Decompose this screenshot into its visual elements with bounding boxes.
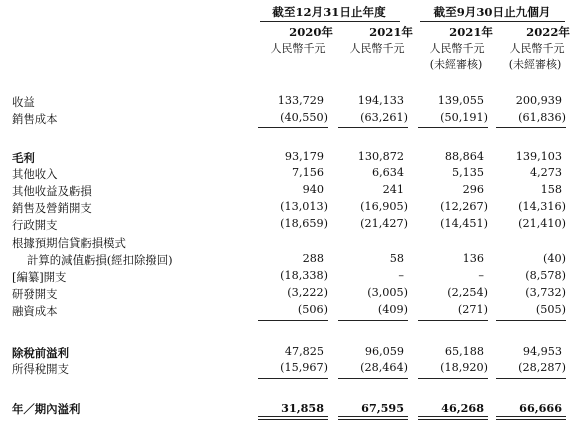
- cell-listing-9m2022: (8,578): [525, 269, 566, 282]
- row-label-finance-costs: 融資成本: [12, 304, 58, 318]
- row-label-listing-expenses: [編纂]開支: [12, 270, 67, 284]
- cell-cost-of-sales-9m2022: (61,836): [518, 111, 566, 124]
- cell-gross-profit-2021: 130,872: [357, 150, 404, 163]
- column-note-3: (未經審核): [429, 58, 483, 71]
- cell-finance-9m2021: (271): [457, 303, 488, 316]
- subtotal-rule: [338, 320, 408, 321]
- cell-finance-2020: (506): [297, 303, 328, 316]
- cell-ecl-9m2021: 136: [462, 252, 484, 265]
- total-double-rule: [496, 416, 566, 420]
- cell-ecl-2021: 58: [389, 252, 404, 265]
- cell-selling-9m2021: (12,267): [440, 200, 488, 213]
- row-label-other-gains-losses: 其他收益及虧損: [12, 184, 92, 198]
- cell-rd-9m2022: (3,732): [525, 286, 566, 299]
- column-unit-4: 人民幣千元: [509, 42, 565, 55]
- cell-other-income-2020: 7,156: [291, 166, 324, 179]
- row-label-gross-profit: 毛利: [12, 151, 35, 165]
- cell-other-income-9m2021: 5,135: [451, 166, 484, 179]
- row-label-income-tax: 所得稅開支: [12, 362, 69, 376]
- cell-revenue-2021: 194,133: [357, 94, 404, 107]
- cell-profit-9m2021: 46,268: [441, 401, 484, 415]
- subtotal-rule: [418, 378, 488, 379]
- cell-profit-9m2022: 66,666: [519, 401, 562, 415]
- cell-other-gains-2021: 241: [382, 183, 404, 196]
- row-label-admin-expenses: 行政開支: [12, 218, 58, 232]
- subtotal-rule: [338, 378, 408, 379]
- cell-other-income-2021: 6,634: [371, 166, 404, 179]
- period-header-annual-rule: [260, 21, 400, 22]
- subtotal-rule: [338, 127, 408, 128]
- column-year-1: 2020年: [289, 25, 333, 39]
- column-note-4: (未經審核): [508, 58, 562, 71]
- cell-other-income-9m2022: 4,273: [529, 166, 562, 179]
- cell-pbt-9m2021: 65,188: [444, 345, 484, 358]
- row-label-rd-expenses: 研發開支: [12, 287, 58, 301]
- cell-revenue-9m2021: 139,055: [437, 94, 484, 107]
- cell-cost-of-sales-2020: (40,550): [280, 111, 328, 124]
- cell-admin-9m2022: (21,410): [518, 217, 566, 230]
- cell-profit-2021: 67,595: [361, 401, 404, 415]
- cell-gross-profit-9m2022: 139,103: [515, 150, 562, 163]
- row-label-profit-for-period: 年／期內溢利: [12, 402, 81, 416]
- subtotal-rule: [258, 127, 328, 128]
- cell-selling-2021: (16,905): [360, 200, 408, 213]
- total-double-rule: [338, 416, 408, 420]
- cell-admin-2020: (18,659): [280, 217, 328, 230]
- subtotal-rule: [258, 320, 328, 321]
- total-double-rule: [258, 416, 328, 420]
- subtotal-rule: [418, 320, 488, 321]
- cell-rd-2021: (3,005): [367, 286, 408, 299]
- subtotal-rule: [496, 127, 566, 128]
- row-label-ecl-line-1: 根據預期信貸虧損模式: [12, 236, 126, 250]
- cell-finance-9m2022: (505): [535, 303, 566, 316]
- cell-rd-9m2021: (2,254): [447, 286, 488, 299]
- cell-listing-9m2021: –: [478, 269, 484, 282]
- column-unit-2: 人民幣千元: [349, 42, 405, 55]
- cell-gross-profit-2020: 93,179: [284, 150, 324, 163]
- row-label-other-income: 其他收入: [12, 167, 58, 181]
- subtotal-rule: [418, 127, 488, 128]
- cell-other-gains-9m2022: 158: [540, 183, 562, 196]
- cell-ecl-2020: 288: [302, 252, 324, 265]
- cell-other-gains-9m2021: 296: [462, 183, 484, 196]
- cell-selling-2020: (13,013): [280, 200, 328, 213]
- cell-gross-profit-9m2021: 88,864: [444, 150, 484, 163]
- total-double-rule: [418, 416, 488, 420]
- subtotal-rule: [496, 320, 566, 321]
- period-header-nine-months: 截至9月30日止九個月: [433, 5, 551, 19]
- column-unit-3: 人民幣千元: [429, 42, 485, 55]
- column-year-3: 2021年: [449, 25, 493, 39]
- row-label-selling-expenses: 銷售及營銷開支: [12, 201, 92, 215]
- subtotal-rule: [496, 378, 566, 379]
- cell-admin-2021: (21,427): [360, 217, 408, 230]
- row-label-revenue: 收益: [12, 95, 35, 109]
- cell-listing-2020: (18,338): [280, 269, 328, 282]
- cell-profit-2020: 31,858: [281, 401, 324, 415]
- cell-rd-2020: (3,222): [287, 286, 328, 299]
- row-label-cost-of-sales: 銷售成本: [12, 112, 58, 126]
- cell-pbt-9m2022: 94,953: [522, 345, 562, 358]
- cell-pbt-2020: 47,825: [284, 345, 324, 358]
- cell-tax-2020: (15,967): [280, 361, 328, 374]
- column-year-2: 2021年: [369, 25, 413, 39]
- subtotal-rule: [258, 378, 328, 379]
- cell-listing-2021: –: [398, 269, 404, 282]
- cell-ecl-9m2022: (40): [543, 252, 566, 265]
- cell-pbt-2021: 96,059: [364, 345, 404, 358]
- row-label-profit-before-tax: 除稅前溢利: [12, 346, 69, 360]
- cell-selling-9m2022: (14,316): [518, 200, 566, 213]
- cell-revenue-9m2022: 200,939: [515, 94, 562, 107]
- cell-tax-2021: (28,464): [360, 361, 408, 374]
- cell-admin-9m2021: (14,451): [440, 217, 488, 230]
- column-unit-1: 人民幣千元: [270, 42, 326, 55]
- cell-tax-9m2021: (18,920): [440, 361, 488, 374]
- cell-finance-2021: (409): [377, 303, 408, 316]
- column-year-4: 2022年: [526, 25, 570, 39]
- cell-cost-of-sales-2021: (63,261): [360, 111, 408, 124]
- period-header-nine-months-rule: [420, 21, 565, 22]
- cell-revenue-2020: 133,729: [277, 94, 324, 107]
- cell-tax-9m2022: (28,287): [518, 361, 566, 374]
- row-label-ecl-line-2: 計算的減值虧損(經扣除撥回): [27, 253, 173, 267]
- cell-other-gains-2020: 940: [302, 183, 324, 196]
- cell-cost-of-sales-9m2021: (50,191): [440, 111, 488, 124]
- period-header-annual: 截至12月31日止年度: [272, 5, 386, 19]
